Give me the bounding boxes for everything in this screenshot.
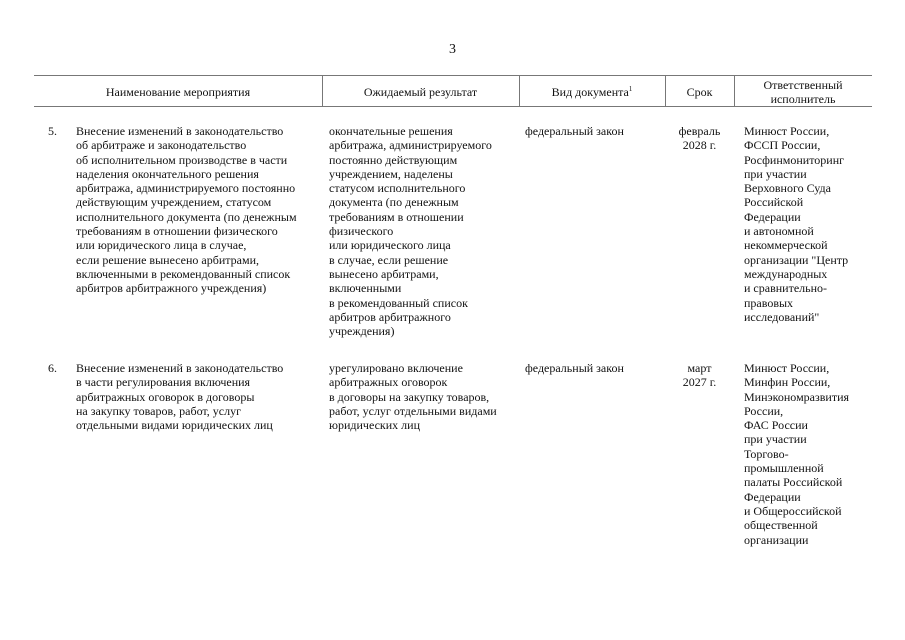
row-deadline: февраль 2028 г. <box>678 124 721 153</box>
footnote-marker: 1 <box>628 85 633 93</box>
row-name: Внесение изменений в законодательство в части регулирования включения арбитражных оговорок в договоры на закупку товаров, работ, услуг отдельными видами юридических лиц <box>76 361 284 433</box>
row-doc-type: федеральный закон <box>525 124 624 138</box>
row-number: 5. <box>48 124 57 138</box>
header-deadline: Срок <box>686 85 713 99</box>
row-responsible: Минюст России, Минфин России, Минэкономразвития России, ФАС России при участии Торгово- промышленной палаты Российской Федерации и Общероссийской общественной организации <box>744 361 850 547</box>
row-result: урегулировано включение арбитражных оговорок в договоры на закупку товаров, работ, услуг отдельными видами юридических лиц <box>329 361 497 433</box>
header-doc-type <box>519 85 665 99</box>
header-responsible: Ответственный исполнитель <box>763 78 843 106</box>
header-doc-type-label: Вид документа <box>551 85 629 99</box>
header-name: Наименование мероприятия <box>105 85 251 99</box>
row-deadline: март 2027 г. <box>682 361 717 390</box>
row-doc-type: федеральный закон <box>525 361 624 375</box>
header-result: Ожидаемый результат <box>363 85 478 99</box>
table-header-bottom-rule <box>34 106 872 107</box>
row-name: Внесение изменений в законодательство об арбитраже и законодательство об исполнительном производстве в части наделения окончательного решения арбитража, администрируемого постоянно действующим учреждением, статусом исполнительного документа (по денежным требованиям в отношении физического или юридического лица в случае, если решение вынесено арбитрами, включенными в рекомендованный список арбитров арбитражного учреждения) <box>76 124 297 296</box>
row-number: 6. <box>48 361 57 375</box>
row-responsible: Минюст России, ФССП России, Росфинмониторинг при участии Верховного Суда Российской Федерации и автономной некоммерческой организации "Центр международных и сравнительно- правовых исследований" <box>744 124 849 324</box>
page-number: 3 <box>449 42 456 57</box>
row-result: окончательные решения арбитража, администрируемого постоянно действующим учреждением, наделены статусом исполнительного документа (по денежным требованиям в отношении физического или юридического лица в случае, если решение вынесено арбитрами, включенными в рекомендованный список арбитров арбитражного учреждения) <box>329 124 492 339</box>
table-header-top-rule <box>34 75 872 76</box>
